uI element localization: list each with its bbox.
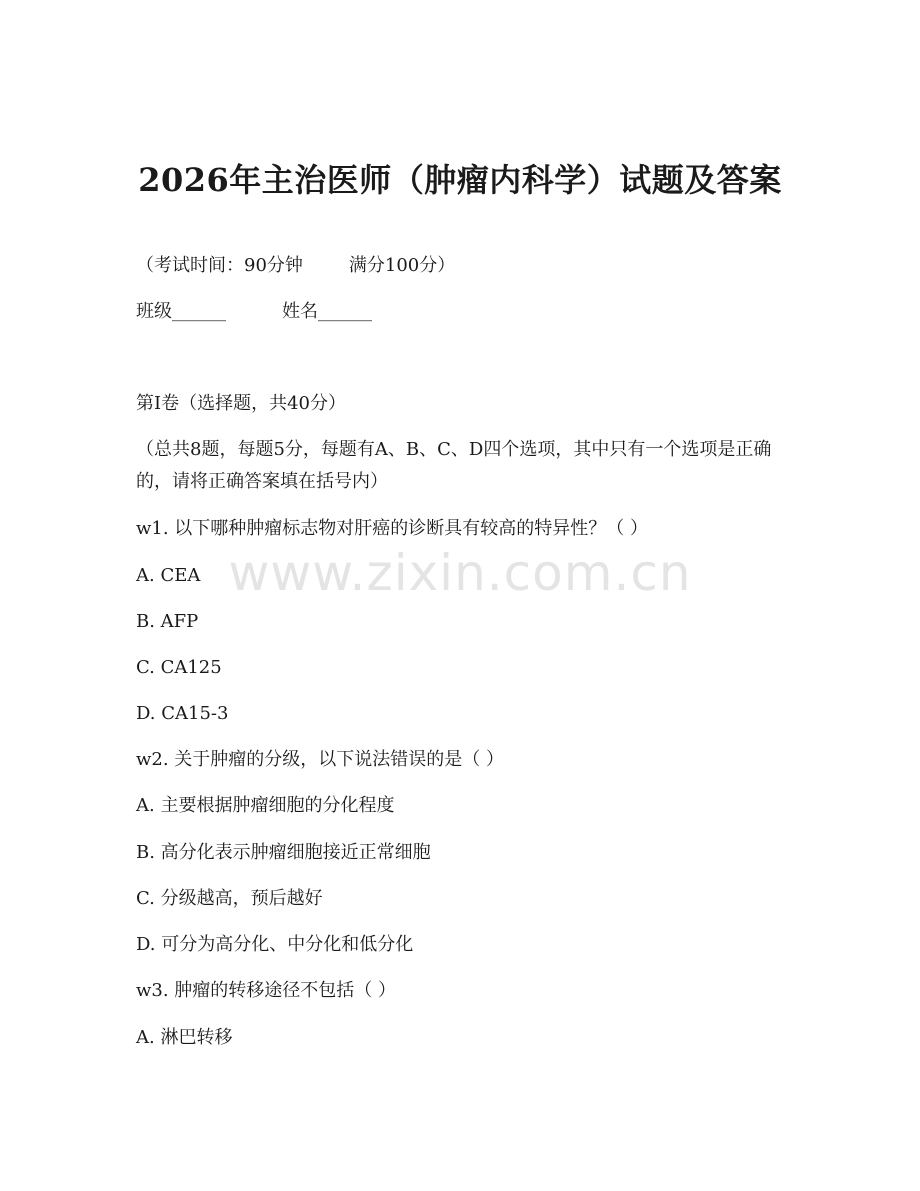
question-stem: w3. 肿瘤的转移途径不包括（ ） [136, 980, 397, 1001]
watermark: www.zixin.com.cn [228, 544, 692, 602]
section-instructions: （总共8题，每题5分，每题有A、B、C、D四个选项，其中只有一个选项是正确的，请将正确答案填在括号内） [136, 439, 772, 492]
exam-time: （考试时间：90分钟 [136, 255, 303, 276]
section-heading: 第I卷（选择题，共40分） [136, 393, 347, 414]
question-option: D. CA15-3 [136, 703, 229, 724]
class-field: 班级______ [136, 301, 226, 322]
name-field: 姓名______ [282, 301, 372, 322]
question-option: B. 高分化表示肿瘤细胞接近正常细胞 [136, 842, 431, 863]
question-option: A. CEA [136, 565, 201, 586]
question-option: C. 分级越高，预后越好 [136, 888, 323, 909]
student-fields [136, 298, 372, 326]
question-option: C. CA125 [136, 657, 222, 678]
exam-info [136, 252, 455, 280]
question-option: B. AFP [136, 611, 199, 632]
question-stem: w1. 以下哪种肿瘤标志物对肝癌的诊断具有较高的特异性？（ ） [136, 518, 649, 539]
question-stem: w2. 关于肿瘤的分级，以下说法错误的是（ ） [136, 749, 505, 770]
question-option: A. 淋巴转移 [136, 1027, 233, 1048]
document-title: 2026年主治医师（肿瘤内科学）试题及答案 [138, 161, 782, 199]
exam-score: 满分100分） [348, 255, 456, 276]
question-option: D. 可分为高分化、中分化和低分化 [136, 934, 414, 955]
question-option: A. 主要根据肿瘤细胞的分化程度 [136, 795, 395, 816]
